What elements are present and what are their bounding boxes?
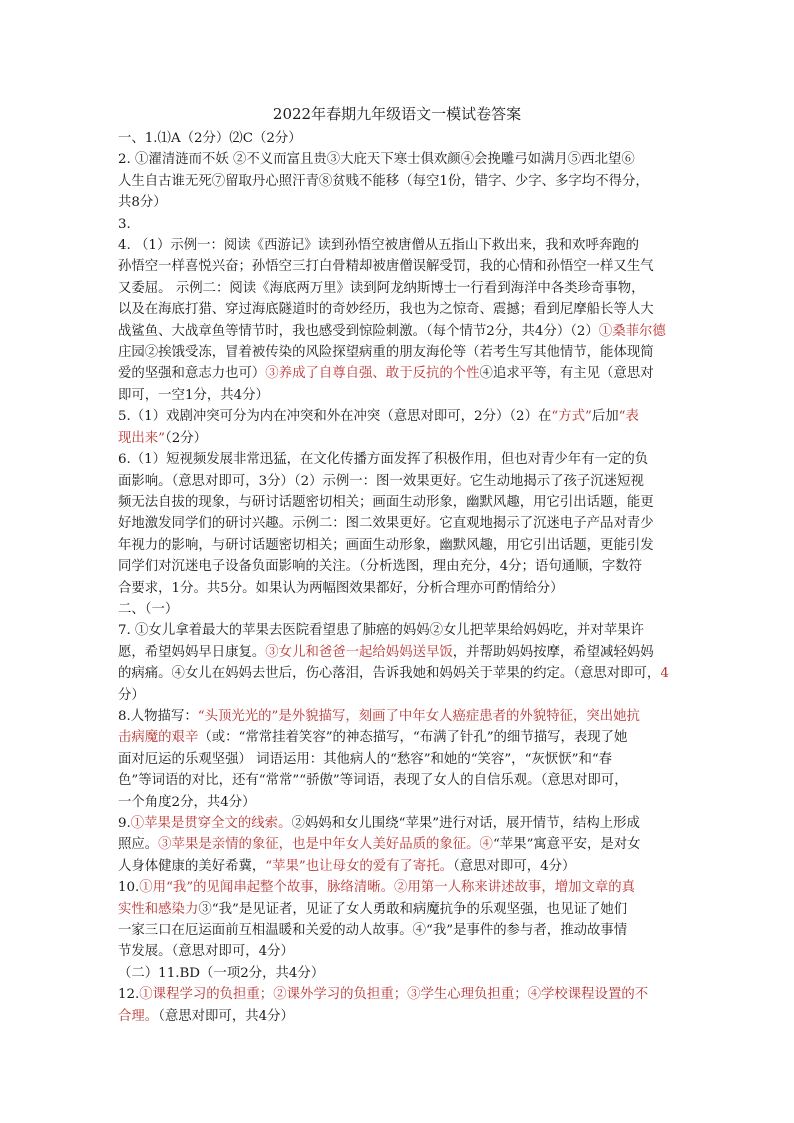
q5-highlight: “表 xyxy=(618,409,639,425)
q8-line: 一个角度2分，共4分） xyxy=(118,794,256,810)
q12-line xyxy=(118,984,708,1005)
q7-text: 愿，希望妈妈早日康复。 xyxy=(118,644,266,660)
q4-line: 4. （1）示例一：阅读《西游记》读到孙悟空被唐僧从五指山下救出来，我和欢呼奔跑的 xyxy=(118,238,640,254)
q7-text: ，并帮助妈妈按摩，希望减轻妈妈 xyxy=(452,644,654,660)
q2-line: 人生自古谁无死⑦留取丹心照汗青⑧贫贱不能移（每空1份，错字、少字、多字均不得分， xyxy=(118,173,649,189)
q9-text: （意思对即可，4分） xyxy=(453,858,576,874)
q4-text: 爱的坚强和意志力也可） xyxy=(118,366,266,382)
q9-line xyxy=(118,856,708,877)
q10-line xyxy=(118,920,708,941)
q8-highlight: “头顶光光的”是外貌描写，刻画了中年女人癌症患者的外貌特征，突出她抗 xyxy=(197,708,640,724)
q5-line xyxy=(118,428,708,449)
q7-line: 分） xyxy=(118,687,145,703)
q9-highlight: ①苹果是贯穿全文的线索。 xyxy=(130,816,292,831)
q7-line xyxy=(118,642,708,663)
q4-line: 庄园②挨饿受冻，冒着被传染的风险探望病重的朋友海伦等（若考生写其他情节，能体现简 xyxy=(118,345,654,361)
q3-line: 3. xyxy=(118,216,131,232)
q6-line: 好地激发同学们的研讨兴趣。示例二：图二效果更好。它直观地揭示了沉迷电子产品对青少 xyxy=(118,516,654,532)
q5-highlight: “方式” xyxy=(551,409,592,425)
q4-line: 以及在海底打猎、穿过海底隧道时的奇妙经历，我也为之惊奇、震撼；看到尼摩船长等人大 xyxy=(118,302,654,318)
q12-line xyxy=(118,1006,708,1027)
section-2-heading: 二、（一） xyxy=(118,601,179,617)
q9-text: “苹果”寓意平安，是对女 xyxy=(492,837,641,853)
q12-highlight: 合理。 xyxy=(118,1008,159,1024)
q12-text: 12. xyxy=(118,987,140,1003)
q8-line xyxy=(118,706,708,727)
q4-line: 即可，一空1分，共4分） xyxy=(118,387,269,403)
section-1-heading: 一、1.⑴A（2分）⑵C（2分） xyxy=(118,131,302,146)
q6-line: 频无法自拔的现象，与研讨话题密切相关；画面生动形象，幽默风趣，用它引出话题，能更 xyxy=(118,494,654,510)
q8-highlight: 击病魔的艰辛 xyxy=(118,730,199,746)
q9-line xyxy=(118,834,708,855)
q7-highlight: 4 xyxy=(660,666,669,682)
page-title: 2022年春期九年级语文一模试卷答案 xyxy=(272,105,522,123)
q9-text: 照应。 xyxy=(118,837,159,853)
q9-text: “苹果”进行对话，展开情节，结构上形成 xyxy=(398,816,640,831)
q10-highlight: 实性和感染力 xyxy=(118,901,199,917)
q6-line: 6.（1）短视频发展非常迅猛，在文化传播方面发挥了积极作用，但也对青少年有一定的负 xyxy=(118,452,649,468)
q4-line: 又委屈。 示例二：阅读《海底两万里》读到阿龙纳斯博士一行看到海洋中各类珍奇事物， xyxy=(118,280,645,296)
q9-text: ②妈妈和女儿围绕 xyxy=(291,816,399,831)
q5-text: 5.（1）戏剧冲突可分为内在冲突和外在冲突（意思对即可，2分）（2）在 xyxy=(118,409,552,425)
q10-text: ④“我”是事件的参与者，推动故事情 xyxy=(412,923,628,939)
q10-line: 节发展。（意思对即可，4分） xyxy=(118,944,294,960)
q9-line xyxy=(118,813,708,834)
q5-line xyxy=(118,406,708,427)
q6-line: 同学们对沉迷电子设备负面影响的关注。（分析选图，理由充分，4分；语句通顺，字数符 xyxy=(118,559,643,575)
q6-line: 合要求，1分。共5分。如果认为两幅图效果都好，分析合理亦可酌情给分） xyxy=(118,580,564,596)
q8-line: 面对厄运的乐观坚强） 词语运用：其他病人的“愁容”和她的“笑容”，“灰恹恹”和“春 xyxy=(118,751,613,767)
q9-highlight: ③苹果是亲情的象征，也是中年女人美好品质的象征。④ xyxy=(158,837,493,853)
q5-text: 后加 xyxy=(591,409,619,425)
q5-highlight: 现出来” xyxy=(118,430,166,446)
q10-text: ③“我”是见证者，见证了女人勇敢和病魔抗争的乐观坚强，也见证了她们 xyxy=(198,901,628,917)
q11-line: （二）11.BD（一项2分，共4分） xyxy=(118,965,325,981)
q8-line xyxy=(118,727,708,748)
q2-line: 共8分） xyxy=(118,195,167,211)
q6-line: 面影响。（意思对即可，3分）（2）示例一：图一效果更好。它生动地揭示了孩子沉迷短视 xyxy=(118,473,644,489)
q10-text: 一家三口在厄运面前互相温暖和关爱的动人故事。 xyxy=(118,923,413,939)
q12-text: （意思对即可，共4分） xyxy=(158,1008,294,1024)
q9-text: 人身体健康的美好希冀， xyxy=(118,858,266,874)
q4-text: 战鲨鱼、大战章鱼等情节时，我也感受到惊险刺激。（每个情节2分，共4分）（2） xyxy=(118,323,599,339)
q4-line xyxy=(118,363,708,384)
q10-text: 10. xyxy=(118,880,140,896)
q5-text: （2分） xyxy=(165,430,208,446)
q8-text: 8.人物描写： xyxy=(118,708,198,724)
q7-line: 7. ①女儿拿着最大的苹果去医院看望患了肺癌的妈妈②女儿把苹果给妈妈吃，并对苹果许 xyxy=(118,623,644,639)
q4-highlight: ③养成了自尊自强、敢于反抗的个性 xyxy=(265,366,480,382)
q2-line: 2. ①濯清涟而不妖 ②不义而富且贵③大庇天下寒士俱欢颜④会挽雕弓如满月⑤西北望⑥ xyxy=(118,152,635,168)
q8-line: 色”等词语的对比，还有“常常”“骄傲”等词语，表现了女人的自信乐观。（意思对即可， xyxy=(118,773,628,789)
q4-highlight: ①桑菲尔德 xyxy=(598,323,666,339)
q7-text: 的病痛。④女儿在妈妈去世后，伤心落泪，告诉我她和妈妈关于苹果的约定。（意思对即可， xyxy=(118,666,661,682)
q10-line xyxy=(118,877,708,898)
q7-line xyxy=(118,663,708,684)
q9-text: 9. xyxy=(118,816,131,831)
q4-line: 孙悟空一样喜悦兴奋；孙悟空三打白骨精却被唐僧误解受罚，我的心情和孙悟空一样又生气 xyxy=(118,259,654,275)
q6-line: 年视力的影响，与研讨话题密切相关；画面生动形象，幽默风趣，用它引出话题，更能引发 xyxy=(118,537,654,553)
q7-highlight: ③女儿和爸爸一起给妈妈送早饭 xyxy=(265,644,453,660)
answer-content xyxy=(118,128,708,1027)
q4-line xyxy=(118,321,708,342)
q10-highlight: ①用“我”的见闻串起整个故事，脉络清晰。②用第一人称来讲述故事，增加文章的真 xyxy=(139,880,636,896)
q9-highlight: “苹果”也让母女的爱有了寄托。 xyxy=(265,858,454,874)
q10-line xyxy=(118,899,708,920)
q8-text: （或：“常常挂着笑容”的神态描写，“布满了针孔”的细节描写，表现了她 xyxy=(198,730,628,746)
q4-text: ④追求平等，有主见（意思对 xyxy=(479,366,654,382)
q12-highlight: ①课程学习的负担重；②课外学习的负担重；③学生心理负担重；④学校课程设置的不 xyxy=(139,987,649,1003)
